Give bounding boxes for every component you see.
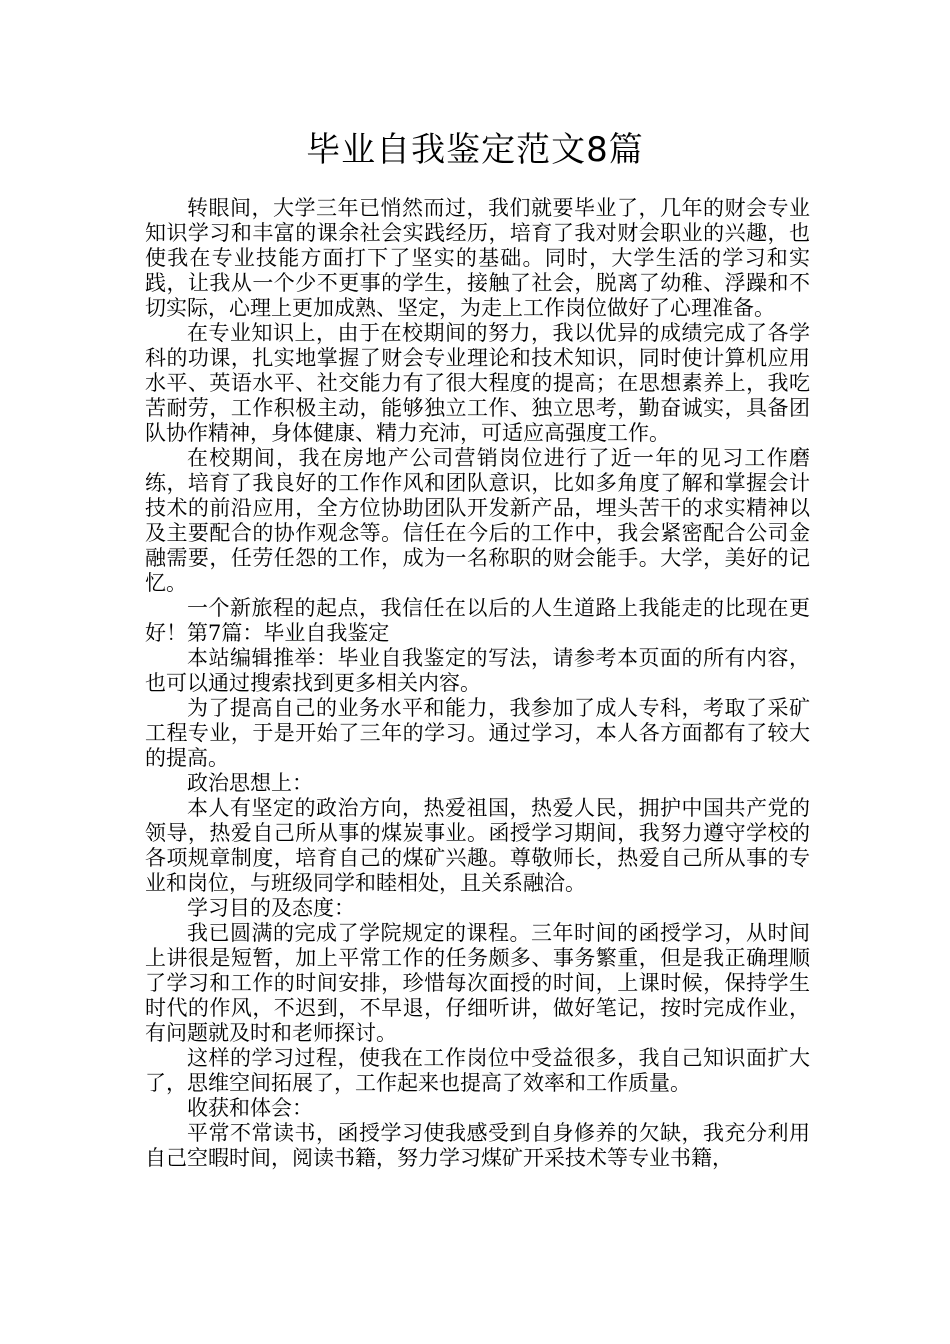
section-heading: 政治思想上： <box>187 771 313 795</box>
paragraph: 转眼间，大学三年已悄然而过，我们就要毕业了，几年的财会专业知识学习和丰富的课余社会实践经历，培育了我对财会职业的兴趣，也使我在专业技能方面打下了坚实的基础。同时，大学生活的学习和实践，让我从一个少不更事的学生，接触了社会，脱离了幼稚、浮躁和不切实际，心理上更加成熟、坚定，为走上工作岗位做好了心理准备。 <box>145 196 810 320</box>
section-heading: 学习目的及态度： <box>187 896 355 920</box>
section-heading: 收获和体会： <box>187 1096 313 1120</box>
paragraph: 在专业知识上，由于在校期间的努力，我以优异的成绩完成了各学科的功课，扎实地掌握了财会专业理论和技术知识，同时使计算机应用水平、英语水平、社交能力有了很大程度的提高；在思想素养上，我吃苦耐劳，工作积极主动，能够独立工作、独立思考，勤奋诚实，具备团队协作精神，身体健康、精力充沛，可适应高强度工作。 <box>145 321 810 445</box>
paragraph: 一个新旅程的起点，我信任在以后的人生道路上我能走的比现在更好！第7篇：毕业自我鉴定 <box>145 596 810 645</box>
paragraph: 我已圆满的完成了学院规定的课程。三年时间的函授学习，从时间上讲很是短暂，加上平常工作的任务颇多、事务繁重，但是我正确理顺了学习和工作的时间安排，珍惜每次面授的时间，上课时候，保持学生时代的作风，不迟到，不早退，仔细听讲，做好笔记，按时完成作业，有问题就及时和老师探讨。 <box>145 921 810 1045</box>
paragraph: 在校期间，我在房地产公司营销岗位进行了近一年的见习工作磨练，培育了我良好的工作作风和团队意识，比如多角度了解和掌握会计技术的前沿应用，全方位协助团队开发新产品，埋头苦干的求实精神以及主要配合的协作观念等。信任在今后的工作中，我会紧密配合公司金融需要，任劳任怨的工作，成为一名称职的财会能手。大学，美好的记忆。 <box>145 446 810 595</box>
paragraph: 平常不常读书，函授学习使我感受到自身修养的欠缺，我充分利用自己空暇时间，阅读书籍，努力学习煤矿开采技术等专业书籍， <box>145 1121 810 1170</box>
paragraph: 本人有坚定的政治方向，热爱祖国，热爱人民，拥护中国共产党的领导，热爱自己所从事的煤炭事业。函授学习期间，我努力遵守学校的各项规章制度，培育自己的煤矿兴趣。尊敬师长，热爱自己所从事的专业和岗位，与班级同学和睦相处，且关系融洽。 <box>145 796 810 895</box>
document-body <box>145 196 810 1171</box>
document-title: 毕业自我鉴定范文8篇 <box>306 130 644 170</box>
paragraph: 本站编辑推举：毕业自我鉴定的写法，请参考本页面的所有内容，也可以通过搜索找到更多相关内容。 <box>145 646 810 695</box>
paragraph: 为了提高自己的业务水平和能力，我参加了成人专科，考取了采矿工程专业，于是开始了三年的学习。通过学习，本人各方面都有了较大的提高。 <box>145 696 810 770</box>
paragraph: 这样的学习过程，使我在工作岗位中受益很多，我自己知识面扩大了，思维空间拓展了，工作起来也提高了效率和工作质量。 <box>145 1046 810 1095</box>
